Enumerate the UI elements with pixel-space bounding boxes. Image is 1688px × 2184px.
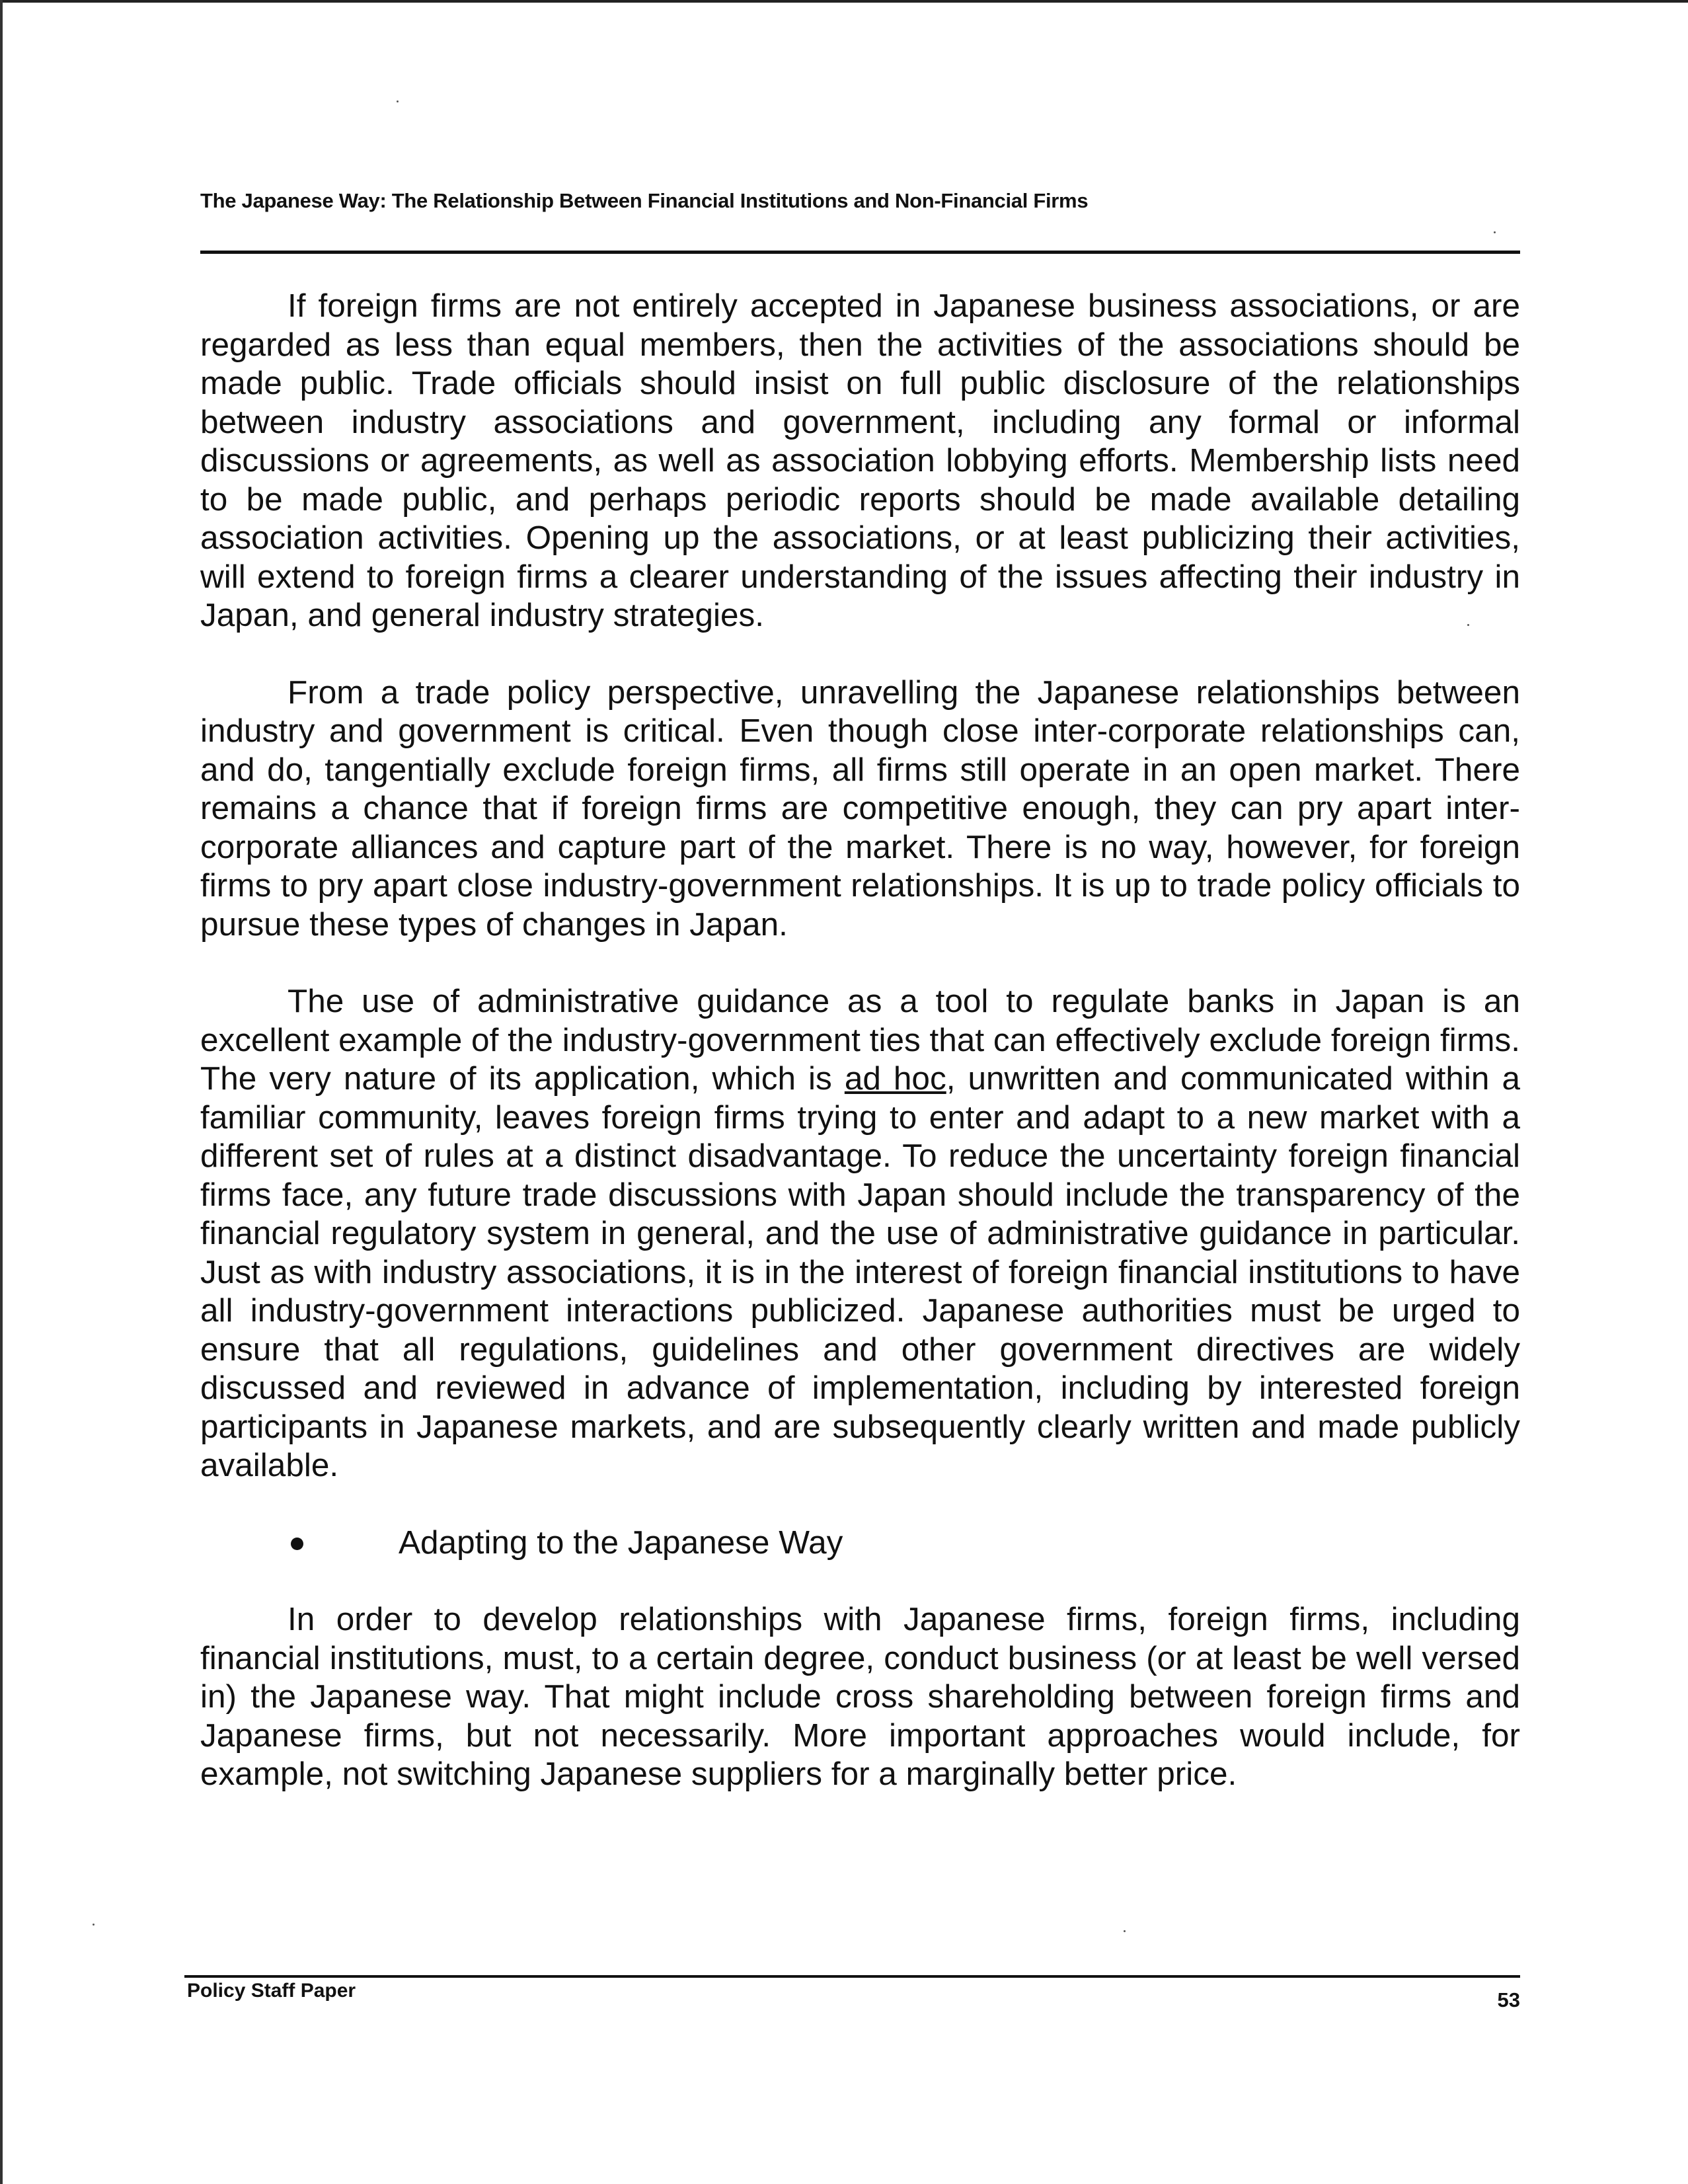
- scan-speck: [1467, 624, 1469, 626]
- section-bullet: [200, 1524, 1520, 1563]
- ad-hoc-underlined: ad hoc: [844, 1060, 946, 1097]
- running-header: The Japanese Way: The Relationship Between Financial Institutions and Non-Financial Firms: [200, 189, 1089, 212]
- scan-speck: [1124, 1930, 1126, 1932]
- header-rule: [200, 251, 1520, 254]
- paragraph-3-text-before: The use of administrative guidance as a tool to regulate banks in Japan is an excellent example of the industry-government ties that can effectively exclude foreign firms. The very nature of its application, which is: [200, 983, 1520, 1097]
- paragraph-3-text-after: , unwritten and communicated within a familiar community, leaves foreign firms trying to enter and adapt to a new market with a different set of rules at a distinct disadvantage. To reduce the uncertainty foreign financial firms face, any future trade discussions with Japan should include the transparency of the financial regulatory system in general, and the use of administrative guidance in particular. Just as with industry associations, it is in the interest of foreign financial institutions to have all industry-government interactions publicized. Japanese authorities must be urged to ensure that all regulations, guidelines and other government directives are widely discussed and reviewed in advance of implementation, including by interested foreign participants in Japanese markets, and are subsequently clearly written and made publicly available.: [200, 1060, 1520, 1483]
- page-number: 53: [1497, 1988, 1520, 2011]
- bullet-icon: [291, 1538, 303, 1550]
- paragraph-1: If foreign firms are not entirely accepted in Japanese business associations, or are regarded as less than equal members, then the activities of the associations should be made public. Trade officials should insist on full public disclosure of the relationships between industry associations and government, including any formal or informal discussions or agreements, as well as association lobbying efforts. Membership lists need to be made public, and perhaps periodic reports should be made available detailing association activities. Opening up the associations, or at least publicizing their activities, will extend to foreign firms a clearer understanding of the issues affecting their industry in Japan, and general industry strategies.: [200, 288, 1520, 633]
- scan-top-edge: [0, 0, 1688, 3]
- paragraph-2: From a trade policy perspective, unravelling the Japanese relationships between industry and government is critical. Even though close inter-corporate relationships can, and do, tangentially exclude foreign firms, all firms still operate in an open market. There remains a chance that if foreign firms are competitive enough, they can pry apart inter-corporate alliances and capture part of the market. There is no way, however, for foreign firms to pry apart close industry-government relationships. It is up to trade policy officials to pursue these types of changes in Japan.: [200, 674, 1520, 943]
- paragraph-4: In order to develop relationships with Japanese firms, foreign firms, including financial institutions, must, to a certain degree, conduct business (or at least be well versed in) the Japanese way. That might include cross shareholding between foreign firms and Japanese firms, but not necessarily. More important approaches would include, for example, not switching Japanese suppliers for a marginally better price.: [200, 1601, 1520, 1792]
- section-heading: Adapting to the Japanese Way: [399, 1524, 843, 1561]
- scan-left-edge: [0, 0, 3, 2184]
- footer-series-title: Policy Staff Paper: [187, 1980, 356, 2002]
- footer-rule: [184, 1975, 1520, 1978]
- body-text: [200, 287, 1520, 1794]
- paragraph-3: [200, 982, 1520, 1485]
- scan-speck: [1494, 231, 1496, 233]
- scan-speck: [397, 100, 399, 102]
- scan-speck: [93, 1924, 95, 1926]
